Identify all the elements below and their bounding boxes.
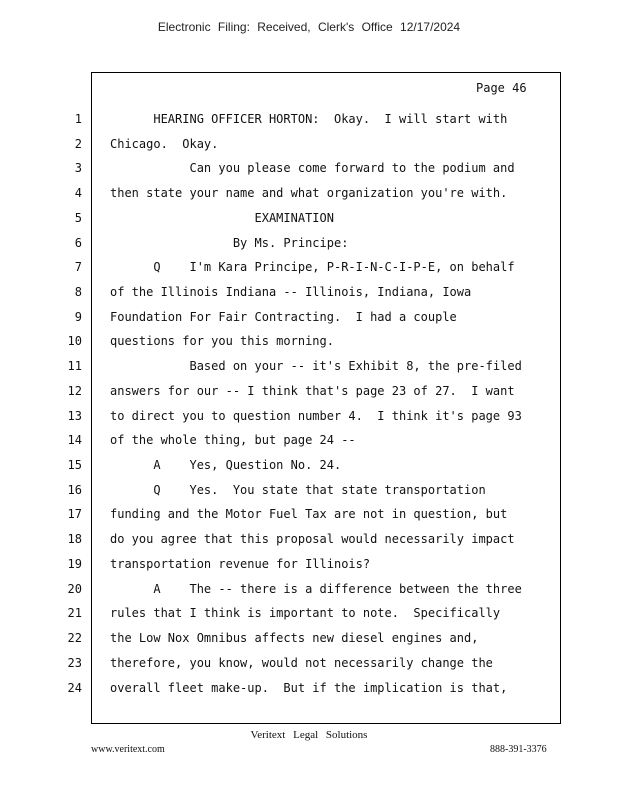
- transcript-line: funding and the Motor Fuel Tax are not in question, but: [110, 507, 508, 521]
- transcript-line: of the Illinois Indiana -- Illinois, Indiana, Iowa: [110, 285, 472, 299]
- line-number: 5: [74, 211, 82, 225]
- transcript-line: transportation revenue for Illinois?: [110, 557, 371, 571]
- line-number: 24: [67, 681, 82, 695]
- transcript-line: answers for our -- I think that's page 23 of 27. I want: [110, 384, 515, 398]
- line-number: 4: [74, 186, 82, 200]
- line-number: 2: [74, 137, 82, 151]
- line-number: 17: [67, 507, 82, 521]
- footer-phone: 888-391-3376: [490, 744, 547, 755]
- line-number: 20: [67, 582, 82, 596]
- transcript-line: A The -- there is a difference between the three: [110, 582, 522, 596]
- transcript-line: By Ms. Principe:: [110, 236, 349, 250]
- transcript-line: Chicago. Okay.: [110, 137, 219, 151]
- transcript-line: EXAMINATION: [110, 211, 334, 225]
- line-number: 22: [67, 631, 82, 645]
- line-number: 11: [67, 359, 82, 373]
- transcript-line: questions for you this morning.: [110, 334, 334, 348]
- transcript-line: Foundation For Fair Contracting. I had a couple: [110, 310, 457, 324]
- transcript-line: HEARING OFFICER HORTON: Okay. I will start with: [110, 112, 508, 126]
- line-number: 21: [67, 606, 82, 620]
- line-number: 16: [67, 483, 82, 497]
- line-number: 15: [67, 458, 82, 472]
- transcript-line: Based on your -- it's Exhibit 8, the pre-filed: [110, 359, 522, 373]
- line-number: 9: [74, 310, 82, 324]
- transcript-line: Can you please come forward to the podium and: [110, 161, 515, 175]
- transcript-line: to direct you to question number 4. I think it's page 93: [110, 409, 522, 423]
- line-number: 12: [67, 384, 82, 398]
- transcript-line: Q Yes. You state that state transportation: [110, 483, 486, 497]
- line-number: 19: [67, 557, 82, 571]
- footer-website: www.veritext.com: [91, 744, 165, 755]
- line-number: 7: [74, 260, 82, 274]
- filing-stamp-header: Electronic Filing: Received, Clerk's Office 12/17/2024: [157, 20, 461, 34]
- footer-company: Veritext Legal Solutions: [250, 729, 368, 741]
- transcript-line: Q I'm Kara Principe, P-R-I-N-C-I-P-E, on behalf: [110, 260, 515, 274]
- transcript-line: therefore, you know, would not necessarily change the: [110, 656, 493, 670]
- line-number: 6: [74, 236, 82, 250]
- transcript-line: of the whole thing, but page 24 --: [110, 433, 356, 447]
- page-number: Page 46: [476, 81, 527, 95]
- line-number: 8: [74, 285, 82, 299]
- line-number: 13: [67, 409, 82, 423]
- line-number: 10: [67, 334, 82, 348]
- transcript-line: then state your name and what organization you're with.: [110, 186, 508, 200]
- line-number: 1: [74, 112, 82, 126]
- transcript-line: the Low Nox Omnibus affects new diesel engines and,: [110, 631, 479, 645]
- line-number: 23: [67, 656, 82, 670]
- transcript-line: rules that I think is important to note. Specifically: [110, 606, 501, 620]
- line-number: 18: [67, 532, 82, 546]
- transcript-line: do you agree that this proposal would necessarily impact: [110, 532, 515, 546]
- line-number: 3: [74, 161, 82, 175]
- line-number: 14: [67, 433, 82, 447]
- transcript-line: A Yes, Question No. 24.: [110, 458, 342, 472]
- transcript-line: overall fleet make-up. But if the implication is that,: [110, 681, 508, 695]
